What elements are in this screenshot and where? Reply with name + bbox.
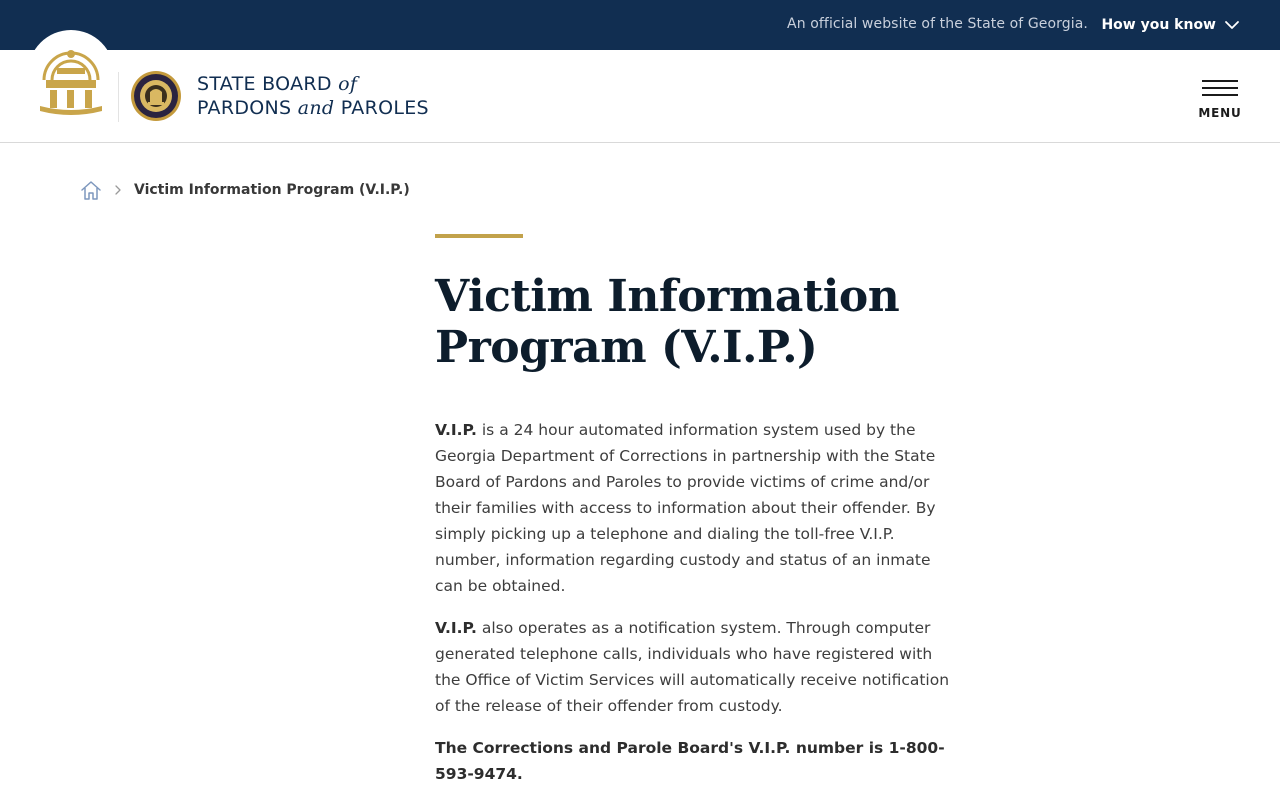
vip-number-paragraph: The Corrections and Parole Board's V.I.P. number is 1-800-593-9474. — [435, 739, 945, 783]
page-title-line-1: Victim Information — [435, 271, 900, 322]
georgia-arch-logo-icon[interactable] — [36, 40, 106, 116]
intro-paragraph — [435, 417, 960, 599]
main-content — [435, 234, 960, 787]
vip-lead: V.I.P. — [435, 619, 477, 637]
how-you-know-label: How you know — [1101, 17, 1216, 33]
site-title-text: PAROLES — [334, 97, 429, 119]
breadcrumb-current: Victim Information Program (V.I.P.) — [134, 182, 410, 198]
site-title-text: STATE BOARD — [197, 73, 339, 95]
vip-lead: V.I.P. — [435, 421, 477, 439]
site-title-italic: and — [297, 97, 335, 119]
site-title-text: PARDONS — [197, 97, 298, 119]
menu-button[interactable] — [1196, 76, 1244, 122]
official-site-text: An official website of the State of Georgia. — [787, 16, 1088, 32]
chevron-down-icon — [1224, 17, 1240, 33]
gov-banner — [0, 0, 1280, 50]
state-seal-icon[interactable] — [130, 70, 182, 122]
notification-paragraph — [435, 615, 960, 719]
site-header — [0, 50, 1280, 143]
chevron-right-icon — [112, 184, 124, 196]
site-title-italic: of — [338, 73, 358, 95]
header-divider — [118, 72, 119, 122]
notification-paragraph-text: also operates as a notification system. Through computer generated telephone calls, individuals who have registered with the Office of Victim Services will automatically receive notification of the release of their offender from custody. — [435, 619, 950, 715]
page-title — [435, 271, 960, 373]
site-title-line-2 — [197, 96, 429, 120]
how-you-know-toggle[interactable] — [1101, 13, 1240, 37]
menu-label: MENU — [1198, 106, 1242, 120]
hamburger-icon — [1202, 80, 1238, 96]
intro-paragraph-text: is a 24 hour automated information system used by the Georgia Department of Corrections in partnership with the State Board of Pardons and Paroles to provide victims of crime and/or their families with access to information about their offender. By simply picking up a telephone and dialing the toll-free V.I.P. number, information regarding custody and status of an inmate can be obtained. — [435, 421, 936, 595]
site-title[interactable] — [197, 72, 429, 120]
page-title-line-2: Program (V.I.P.) — [435, 322, 818, 373]
breadcrumb — [80, 176, 410, 204]
home-icon[interactable] — [80, 179, 102, 201]
title-accent-rule — [435, 234, 523, 238]
site-title-line-1 — [197, 72, 429, 96]
